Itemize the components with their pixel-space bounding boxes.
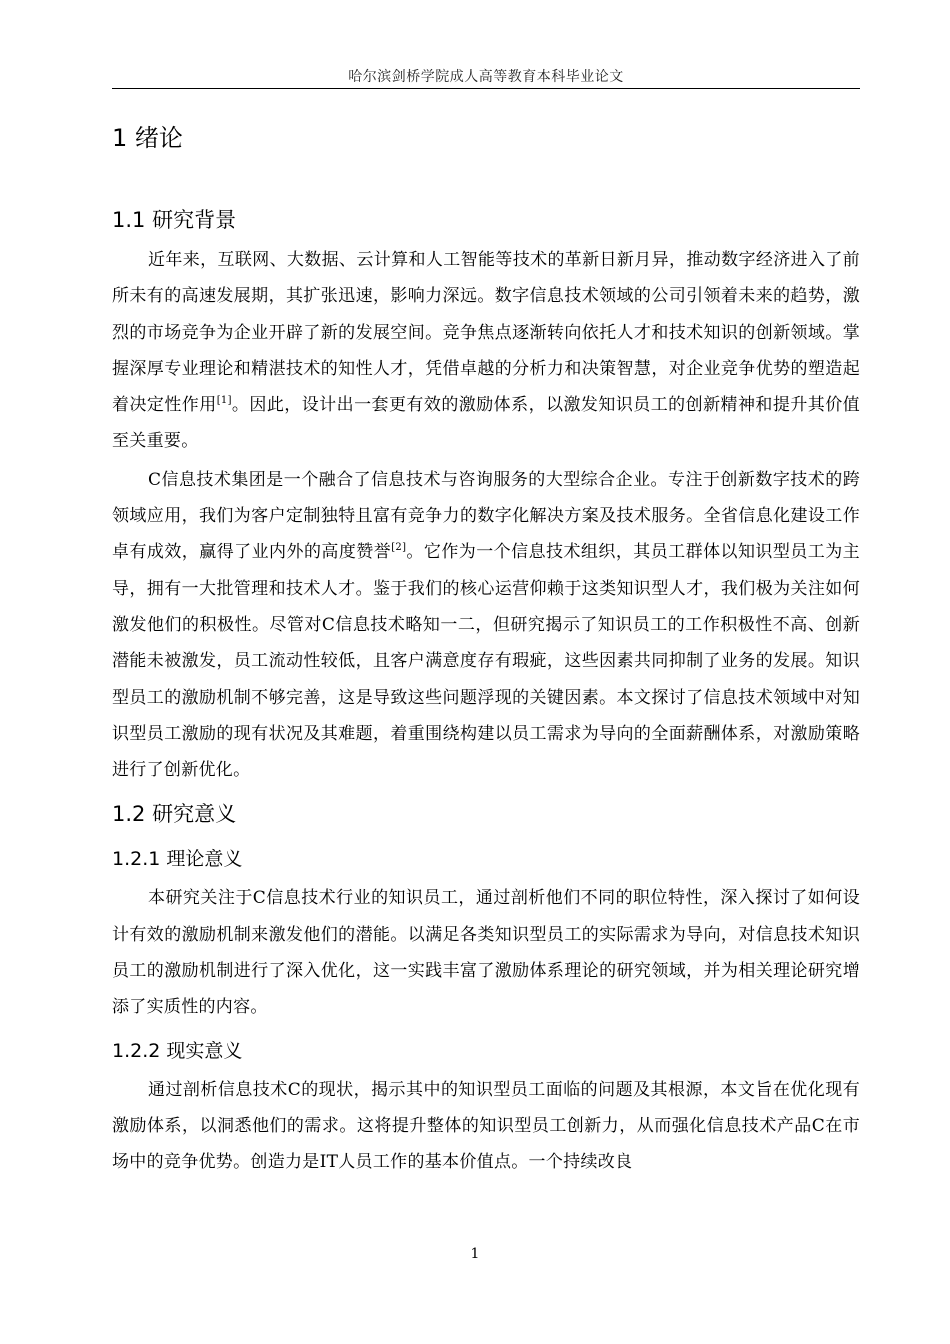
citation-ref-2: [2]: [391, 542, 407, 554]
running-header: 哈尔滨剑桥学院成人高等教育本科毕业论文: [348, 69, 624, 85]
section-heading-1-1: 1.1 研究背景: [112, 208, 237, 232]
citation-ref-1: [1]: [216, 395, 232, 407]
paragraph-text: 。它作为一个信息技术组织，其员工群体以知识型员工为主导，拥有一大批管理和技术人才。鉴于我们的核心运营仰赖于这类知识型人才，我们极为关注如何激发他们的积极性。尽管对C信息技术略知一二，但研究揭示了知识员工的工作积极性不高、创新潜能未被激发，员工流动性较低，且客户满意度存有瑕疵，这些因素共同抑制了业务的发展。知识型员工的激励机制不够完善，这是导致这些问题浮现的关键因素。本文探讨了信息技术领域中对知识型员工激励的现有状况及其难题，着重围绕构建以员工需求为导向的全面薪酬体系，对激励策略进行了创新优化。: [112, 542, 860, 781]
paragraph-text: C信息技术集团是一个融合了信息技术与咨询服务的大型综合企业。专注于创新数字技术的跨领域应用，我们为客户定制独特且富有竞争力的数字化解决方案及技术服务。全省信息化建设工作卓有成效，赢得了业内外的高度赞誉: [112, 469, 860, 563]
paragraph-background-1: [112, 242, 860, 460]
header-divider: [112, 88, 860, 89]
paragraph-theoretical-significance: 本研究关注于C信息技术行业的知识员工，通过剖析他们不同的职位特性，深入探讨了如何设计有效的激励机制来激发他们的潜能。以满足各类知识型员工的实际需求为导向，对信息技术知识员工的激励机制进行了深入优化，这一实践丰富了激励体系理论的研究领域，并为相关理论研究增添了实质性的内容。: [112, 888, 860, 1018]
page-number: 1: [470, 1246, 480, 1262]
paragraph-practical-significance: 通过剖析信息技术C的现状，揭示其中的知识型员工面临的问题及其根源，本文旨在优化现有激励体系，以洞悉他们的需求。这将提升整体的知识型员工创新力，从而强化信息技术产品C在市场中的竞争优势。创造力是IT人员工作的基本价值点。一个持续改良: [112, 1079, 860, 1173]
paragraph-background-2: [112, 462, 860, 789]
chapter-heading: 1 绪论: [112, 124, 183, 152]
subsection-heading-1-2-2: 1.2.2 现实意义: [112, 1039, 243, 1062]
subsection-heading-1-2-1: 1.2.1 理论意义: [112, 848, 243, 871]
paragraph-text: 近年来，互联网、大数据、云计算和人工智能等技术的革新日新月异，推动数字经济进入了前所未有的高速发展期，其扩张迅速，影响力深远。数字信息技术领域的公司引领着未来的趋势，激烈的市场竞争为企业开辟了新的发展空间。竞争焦点逐渐转向依托人才和技术知识的创新领域。掌握深厚专业理论和精湛技术的知性人才，凭借卓越的分析力和决策智慧，对企业竞争优势的塑造起着决定性作用: [112, 250, 860, 416]
section-heading-1-2: 1.2 研究意义: [112, 802, 237, 827]
paragraph-text: 。因此，设计出一套更有效的激励体系，以激发知识员工的创新精神和提升其价值至关重要。: [112, 395, 860, 452]
page-body: [112, 118, 860, 1183]
